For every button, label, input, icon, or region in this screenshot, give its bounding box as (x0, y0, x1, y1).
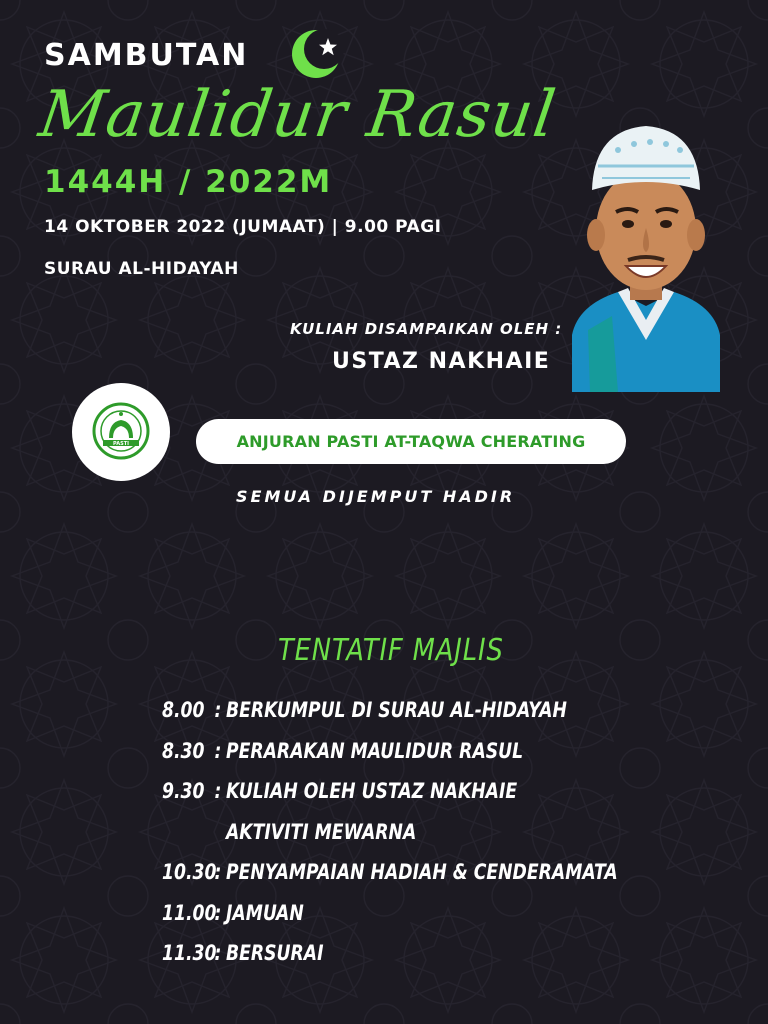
schedule-separator: : (214, 900, 222, 925)
schedule-separator: : (214, 738, 222, 763)
speaker-name: USTAZ NAKHAIE (332, 349, 551, 374)
schedule-row (162, 771, 621, 812)
schedule-time: 11.00 (162, 900, 217, 925)
crescent-star-icon (288, 26, 344, 82)
organizer-text: ANJURAN PASTI AT-TAQWA CHERATING (236, 432, 586, 451)
schedule-row (162, 731, 621, 772)
event-date-time: 14 OKTOBER 2022 (JUMAAT) | 9.00 PAGI (44, 217, 442, 237)
schedule-time: 8.30 (162, 738, 205, 763)
schedule-row (162, 933, 621, 974)
schedule-time: 8.00 (162, 698, 205, 723)
schedule-row (162, 852, 621, 893)
invitation-text: SEMUA DIJEMPUT HADIR (236, 487, 516, 506)
schedule-activity: BERKUMPUL DI SURAU AL-HIDAYAH (225, 698, 567, 723)
schedule-time: 10.30 (162, 860, 217, 885)
event-year: 1444H / 2022M (44, 164, 333, 200)
schedule-list (162, 690, 722, 974)
pasti-logo-text: PASTI (113, 441, 129, 447)
schedule-time: 11.30 (162, 941, 217, 966)
schedule-row (162, 893, 621, 934)
schedule-activity: KULIAH OLEH USTAZ NAKHAIE (225, 779, 518, 804)
speaker-photo (568, 120, 724, 392)
schedule-activity: PERARAKAN MAULIDUR RASUL (225, 738, 524, 763)
schedule-activity: PENYAMPAIAN HADIAH & CENDERAMATA (225, 860, 618, 885)
schedule-activity: AKTIVITI MEWARNA (225, 819, 417, 844)
event-venue: SURAU AL-HIDAYAH (44, 259, 239, 279)
event-title: Maulidur Rasul (34, 78, 561, 152)
schedule-activity: JAMUAN (225, 900, 304, 925)
schedule-separator: : (214, 698, 222, 723)
organizer-pill (196, 419, 626, 464)
pasti-logo (72, 383, 170, 481)
schedule-row (162, 812, 621, 853)
schedule-separator: : (214, 941, 222, 966)
tentatif-title: TENTATIF MAJLIS (278, 633, 504, 668)
sambutan-label: SAMBUTAN (44, 38, 249, 73)
schedule-activity: BERSURAI (225, 941, 324, 966)
pasti-logo-icon (91, 400, 151, 462)
schedule-separator: : (214, 860, 222, 885)
schedule-time: 9.30 (162, 779, 205, 804)
speaker-label: KULIAH DISAMPAIKAN OLEH : (290, 320, 563, 338)
schedule-separator: : (214, 779, 222, 804)
schedule-row (162, 690, 621, 731)
